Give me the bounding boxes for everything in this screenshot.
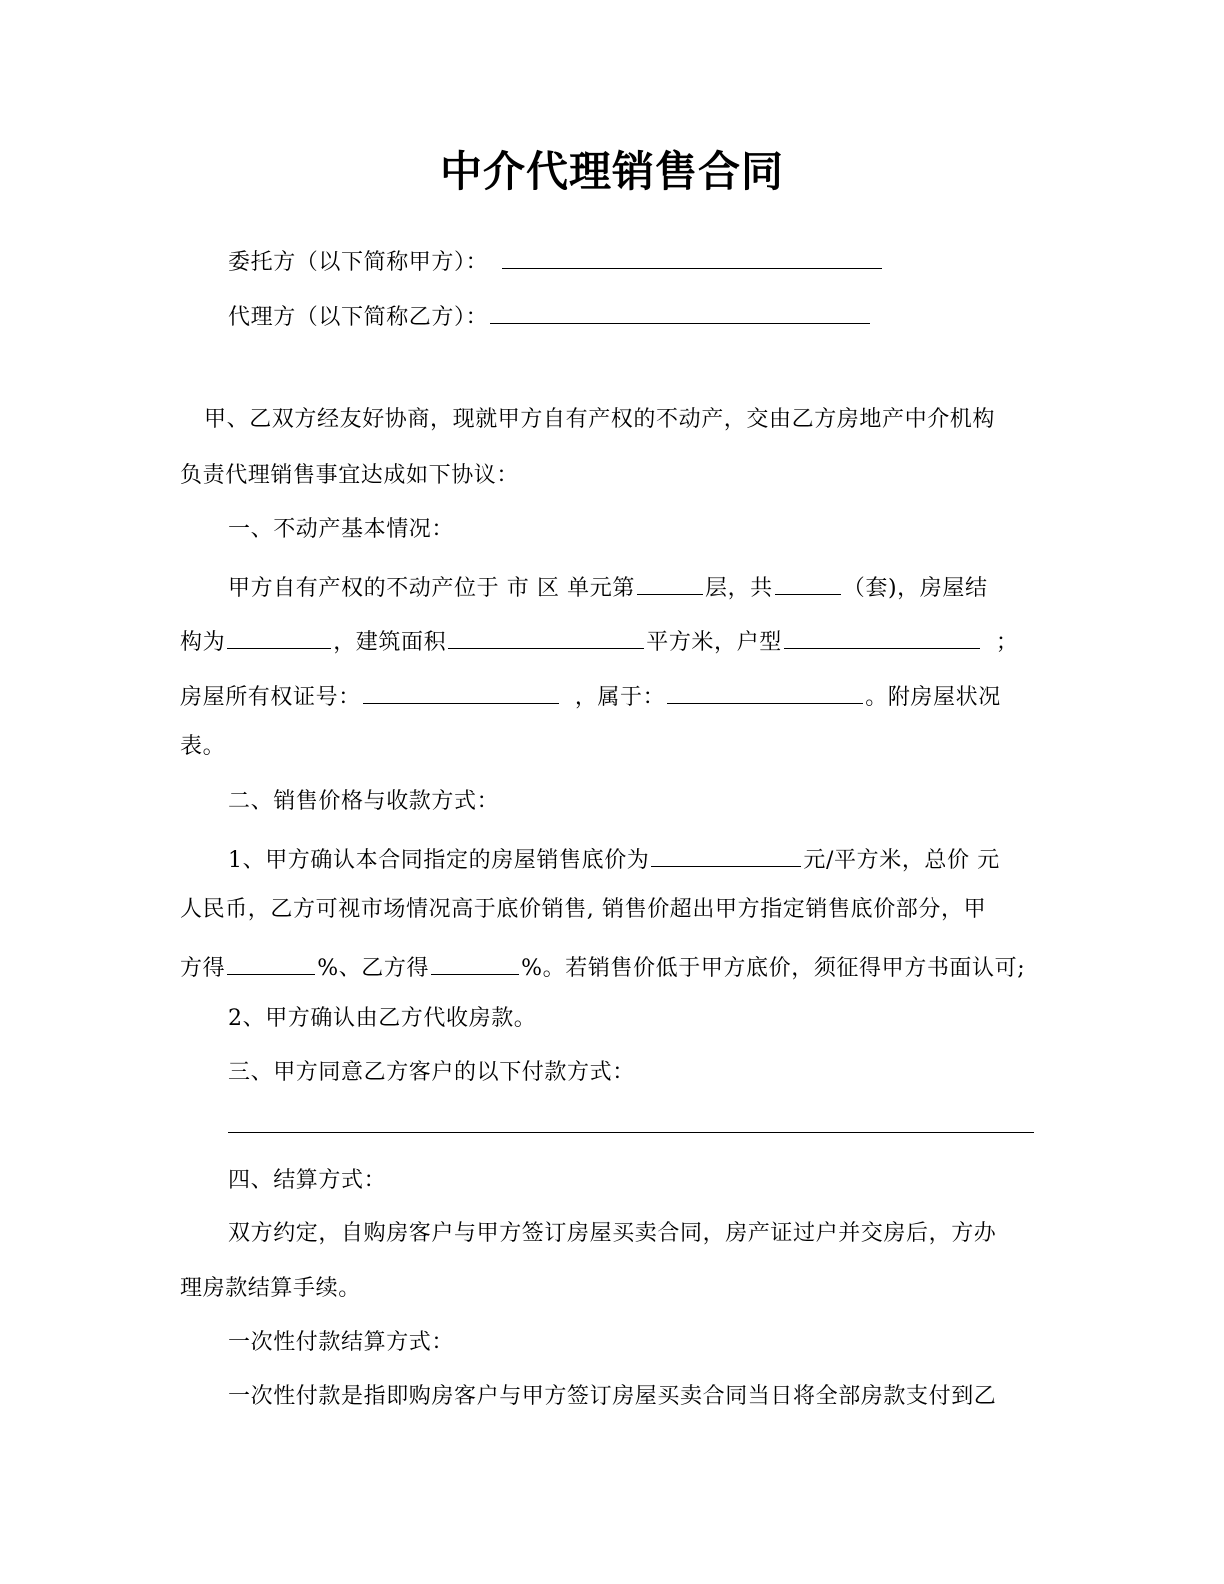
party-b-share-blank[interactable]	[431, 948, 519, 975]
s1-text: ；	[995, 630, 1019, 655]
party-a-blank[interactable]	[502, 242, 882, 269]
floor-blank[interactable]	[637, 568, 703, 595]
layout-blank[interactable]	[784, 622, 980, 649]
s2-text: 元/平方米，总价 元	[803, 848, 1000, 873]
lump-sum-heading: 一次性付款结算方式：	[228, 1330, 455, 1355]
s2-line-1	[228, 840, 1000, 877]
payment-method-blank-line[interactable]	[228, 1132, 1034, 1133]
certificate-number-blank[interactable]	[363, 677, 559, 704]
belongs-to-blank[interactable]	[667, 677, 863, 704]
s1-line-2	[180, 622, 1018, 659]
structure-blank[interactable]	[227, 622, 331, 649]
s2-text: 1、甲方确认本合同指定的房屋销售底价为	[228, 848, 650, 873]
party-a-share-blank[interactable]	[227, 948, 315, 975]
s1-text: （套)，房屋结	[842, 576, 988, 601]
s1-text: 。附房屋状况	[865, 685, 1001, 710]
s1-text: 构为	[180, 630, 226, 655]
s2-text: %、乙方得	[317, 956, 430, 981]
s1-line-3	[180, 677, 1001, 714]
section1-heading: 一、不动产基本情况：	[228, 517, 455, 542]
section3-heading: 三、甲方同意乙方客户的以下付款方式：	[228, 1060, 635, 1085]
intro-line-2: 负责代理销售事宜达成如下协议：	[180, 463, 520, 488]
s2-line-2: 人民币，乙方可视市场情况高于底价销售, 销售价超出甲方指定销售底价部分，甲	[180, 897, 987, 922]
intro-line-1: 甲、乙双方经友好协商，现就甲方自有产权的不动产，交由乙方房地产中介机构	[204, 407, 996, 432]
set-count-blank[interactable]	[775, 568, 841, 595]
s4-line-2: 理房款结算手续。	[180, 1276, 361, 1301]
s1-line-4: 表。	[180, 734, 226, 759]
party-a-line	[228, 242, 884, 279]
base-price-blank[interactable]	[651, 840, 801, 867]
party-a-label: 委托方（以下简称甲方）：	[228, 250, 489, 275]
party-b-line	[228, 297, 872, 334]
area-blank[interactable]	[448, 622, 644, 649]
s2-text: %。若销售价低于甲方底价，须征得甲方书面认可;	[521, 956, 1026, 981]
section4-heading: 四、结算方式：	[228, 1168, 387, 1193]
s1-text: 甲方自有产权的不动产位于 市 区 单元第	[228, 576, 635, 601]
s2-text: 方得	[180, 956, 226, 981]
party-b-blank[interactable]	[490, 297, 870, 324]
lump-sum-line-1: 一次性付款是指即购房客户与甲方签订房屋买卖合同当日将全部房款支付到乙	[228, 1384, 997, 1409]
s2-line-3	[180, 948, 1025, 985]
s1-text: 层，共	[704, 576, 773, 601]
s1-line-1	[228, 568, 988, 605]
page-title: 中介代理销售合同	[439, 147, 784, 196]
s2-item-2: 2、甲方确认由乙方代收房款。	[228, 1006, 537, 1031]
s1-text: 房屋所有权证号：	[180, 685, 361, 710]
s4-line-1: 双方约定，自购房客户与甲方签订房屋买卖合同，房产证过户并交房后，方办	[228, 1221, 997, 1246]
section2-heading: 二、销售价格与收款方式：	[228, 789, 500, 814]
s1-text: ，属于：	[574, 685, 666, 710]
s1-text: ，建筑面积	[333, 630, 447, 655]
s1-text: 平方米，户型	[646, 630, 782, 655]
party-b-label: 代理方（以下简称乙方）：	[228, 305, 489, 330]
